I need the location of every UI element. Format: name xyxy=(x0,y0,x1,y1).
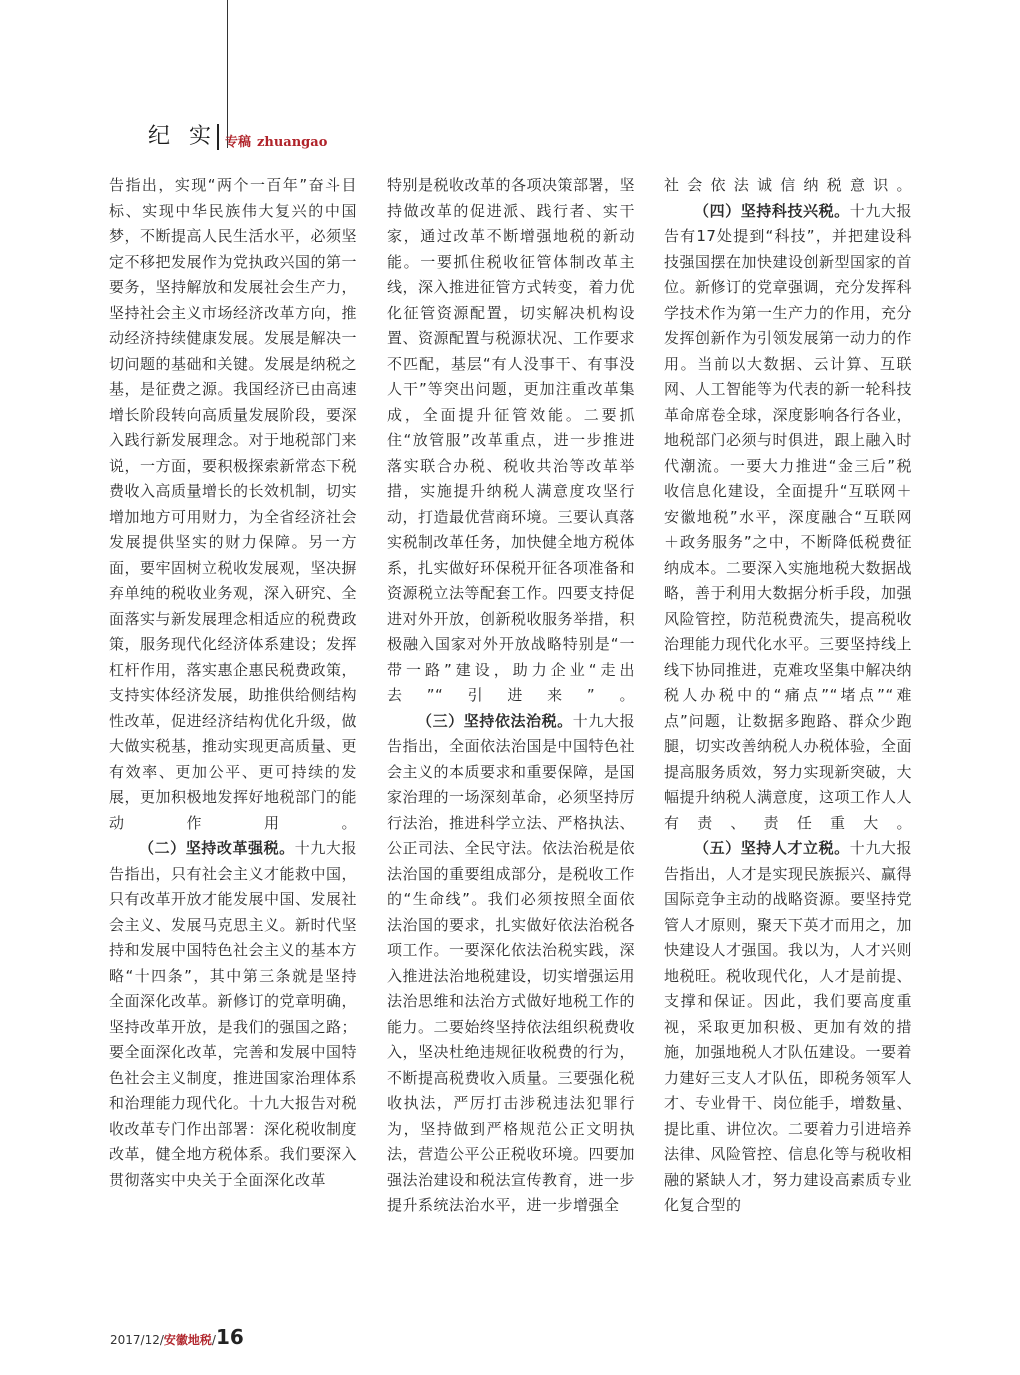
paragraph: （五）坚持人才立税。十九大报告指出，人才是实现民族振兴、赢得国际竞争主动的战略资源。要坚持党管人才原则，聚天下英才而用之，加快建设人才强国。我以为，人才兴则地税旺。税收现代化，人才是前提、支撑和保证。因此，我们要高度重视，采取更加积极、更加有效的措施，加强地税人才队伍建设。一要着力建好三支人才队伍，即税务领军人才、专业骨干、岗位能手，增数量、提比重、讲位次。二要着力引进培养法律、风险管控、信息化等与税收相融的紧缺人才，努力建设高素质专业化复合型的 xyxy=(664,839,913,1214)
section-heading: （二）坚持改革强税。 xyxy=(139,839,295,857)
column-pinyin: zhuangao xyxy=(257,135,328,150)
section-heading: （五）坚持人才立税。 xyxy=(694,839,850,857)
page-number: 16 xyxy=(215,1325,244,1349)
paragraph: 特别是税收改革的各项决策部署，坚持做改革的促进派、践行者、实干家，通过改革不断增强地税的新动能。一要抓住税收征管体制改革主线，深入推进征管方式转变，着力优化征管资源配置，切实解决机构设置、资源配置与税源状况、工作要求不匹配，基层“有人没事干、有事没人干”等突出问题，更加注重改革集成，全面提升征管效能。二要抓住“放管服”改革重点，进一步推进落实联合办税、税收共治等改革举措，实施提升纳税人满意度攻坚行动，打造最优营商环境。三要认真落实税制改革任务，加快健全地方税体系，扎实做好环保税开征各项准备和资源税立法等配套工作。四要支持促进对外开放，创新税收服务举措，积极融入国家对外开放战略特别是“一带一路”建设，助力企业“走出去”“引进来”。 xyxy=(387,176,636,704)
issue-date: 2017/12/ xyxy=(110,1333,164,1347)
section-title: 纪 实 xyxy=(148,124,217,149)
section-heading: （三）坚持依法治税。 xyxy=(417,711,573,730)
column-name: 专稿 xyxy=(225,135,252,150)
text-column-2 xyxy=(387,173,635,1219)
text-column-1 xyxy=(109,173,357,1193)
publication-name: 安徽地税 xyxy=(163,1333,212,1347)
section-header xyxy=(148,118,327,150)
paragraph: 社会依法诚信纳税意识。 xyxy=(664,176,912,194)
footer-separator: / xyxy=(211,1333,216,1347)
header-divider xyxy=(217,124,219,150)
paragraph: （三）坚持依法治税。十九大报告指出，全面依法治国是中国特色社会主义的本质要求和重要保障，是国家治理的一场深刻革命，必须坚持厉行法治，推进科学立法、严格执法、公正司法、全民守法。依法治税是依法治国的重要组成部分，是税收工作的“生命线”。我们必须按照全面依法治国的要求，扎实做好依法治税各项工作。一要深化依法治税实践，深入推进法治地税建设，切实增强运用法治思维和法治方式做好地税工作的能力。二要始终坚持依法组织税费收入，坚决杜绝违规征收税费的行为，不断提高税费收入质量。三要强化税收执法，严厉打击涉税违法犯罪行为，坚持做到严格规范公正文明执法，营造公平公正税收环境。四要加强法治建设和税法宣传教育，进一步提升系统法治水平，进一步增强全 xyxy=(387,711,636,1214)
section-heading: （四）坚持科技兴税。 xyxy=(694,201,850,220)
page-footer xyxy=(110,1325,244,1349)
paragraph: 告指出，实现“两个一百年”奋斗目标、实现中华民族伟大复兴的中国梦，不断提高人民生活水平，必须坚定不移把发展作为党执政兴国的第一要务，坚持解放和发展社会生产力，坚持社会主义市场经济改革方向，推动经济持续健康发展。发展是解决一切问题的基础和关键。发展是纳税之基，是征费之源。我国经济已由高速增长阶段转向高质量发展阶段，要深入践行新发展理念。对于地税部门来说，一方面，要积极探索新常态下税费收入高质量增长的长效机制，切实增加地方可用财力，为全省经济社会发展提供坚实的财力保障。另一方面，要牢固树立税收发展观，坚决摒弃单纯的税收业务观，深入研究、全面落实与新发展理念相适应的税费政策，服务现代化经济体系建设；发挥杠杆作用，落实惠企惠民税费政策，支持实体经济发展，助推供给侧结构性改革，促进经济结构优化升级，做大做实税基，推动实现更高质量、更有效率、更加公平、更可持续的发展，更加积极地发挥好地税部门的能动作用。 xyxy=(109,176,358,832)
paragraph: （二）坚持改革强税。十九大报告指出，只有社会主义才能救中国，只有改革开放才能发展中国、发展社会主义、发展马克思主义。新时代坚持和发展中国特色社会主义的基本方略“十四条”，其中第三条就是坚持全面深化改革。新修订的党章明确，坚持改革开放，是我们的强国之路；要全面深化改革，完善和发展中国特色社会主义制度，推进国家治理体系和治理能力现代化。十九大报告对税收改革专门作出部署：深化税收制度改革，健全地方税体系。我们要深入贯彻落实中央关于全面深化改革 xyxy=(109,839,358,1189)
paragraph: （四）坚持科技兴税。十九大报告有17处提到“科技”，并把建设科技强国摆在加快建设创新型国家的首位。新修订的党章强调，充分发挥科学技术作为第一生产力的作用，充分发挥创新作为引领发展第一动力的作用。当前以大数据、云计算、互联网、人工智能等为代表的新一轮科技革命席卷全球，深度影响各行各业，地税部门必须与时俱进，跟上融入时代潮流。一要大力推进“金三后”税收信息化建设，全面提升“互联网＋安徽地税”水平，深度融合“互联网＋政务服务”之中，不断降低税费征纳成本。二要深入实施地税大数据战略，善于利用大数据分析手段，加强风险管控，防范税费流失，提高税收治理能力现代化水平。三要坚持线上线下协同推进，克难攻坚集中解决纳税人办税中的“痛点”“堵点”“难点”问题，让数据多跑路、群众少跑腿，切实改善纳税人办税体验，全面提高服务质效，努力实现新突破，大幅提升纳税人满意度，这项工作人人有责、责任重大。 xyxy=(664,201,913,832)
text-column-3 xyxy=(664,173,912,1219)
